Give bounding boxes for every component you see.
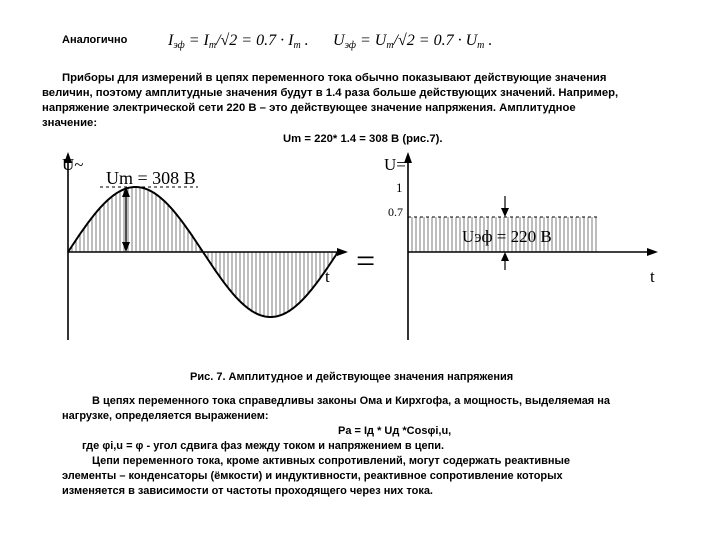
left-axis-label: U~	[62, 155, 84, 174]
paragraph2-line7: изменяется в зависимости от частоты проходящего через них тока.	[62, 485, 433, 497]
right-t-arrow	[647, 248, 658, 256]
rms-arrow-bottom-head	[501, 252, 509, 261]
amplitude-label: Um = 308 В	[106, 168, 196, 188]
rms-label: Uэф = 220 В	[462, 227, 552, 246]
equals-sign: =	[356, 243, 376, 280]
paragraph2-line6: элементы – конденсаторы (ёмкости) и индуктивности, реактивное сопротивление которых	[62, 470, 563, 482]
paragraph1-formula: Um = 220* 1.4 = 308 В (рис.7).	[283, 133, 443, 145]
right-axis-label: U=	[384, 155, 406, 174]
tick-07-label: 0.7	[388, 205, 403, 219]
amplitude-arrow-down	[122, 242, 130, 252]
formula-current: $I_{эф} = I_m/√2 = 0.7 \cdot I_m$ .	[168, 32, 309, 51]
right-t-label: t	[650, 267, 655, 286]
paragraph2-line5: Цепи переменного тока, кроме активных сопротивлений, могут содержать реактивные	[92, 455, 571, 467]
left-t-arrow	[337, 248, 348, 256]
left-t-label: t	[325, 267, 330, 286]
figure-caption: Рис. 7. Амплитудное и действующее значения напряжения	[190, 371, 514, 383]
paragraph1-line4: значение:	[42, 117, 98, 129]
paragraph2-formula: Pa = Iд * Uд *Cosφi,u,	[338, 425, 452, 437]
tick-1-label: 1	[396, 180, 403, 195]
paragraph1-line1: Приборы для измерений в цепях переменного тока обычно показывают действующие значения	[62, 72, 607, 84]
paragraph2-line4: где φi,u = φ - угол сдвига фаз между током и напряжением в цепи.	[82, 440, 445, 452]
paragraph2-line2: нагрузке, определяется выражением:	[62, 410, 269, 422]
formula-voltage: $U_{эф} = U_m/√2 = 0.7 \cdot U_m$ .	[333, 32, 493, 51]
paragraph2-line1: В цепях переменного тока справедливы законы Ома и Кирхгофа, а мощность, выделяемая на	[92, 395, 611, 407]
paragraph1-line3: напряжение электрической сети 220 В – это действующее значение напряжения. Амплитудное	[42, 102, 576, 114]
rms-arrow-top-head	[501, 208, 509, 217]
paragraph1-line2: величин, поэтому амплитудные значения будут в 1.4 раза больше действующих значений. Например,	[42, 87, 619, 99]
header-label: Аналогично	[62, 34, 128, 46]
